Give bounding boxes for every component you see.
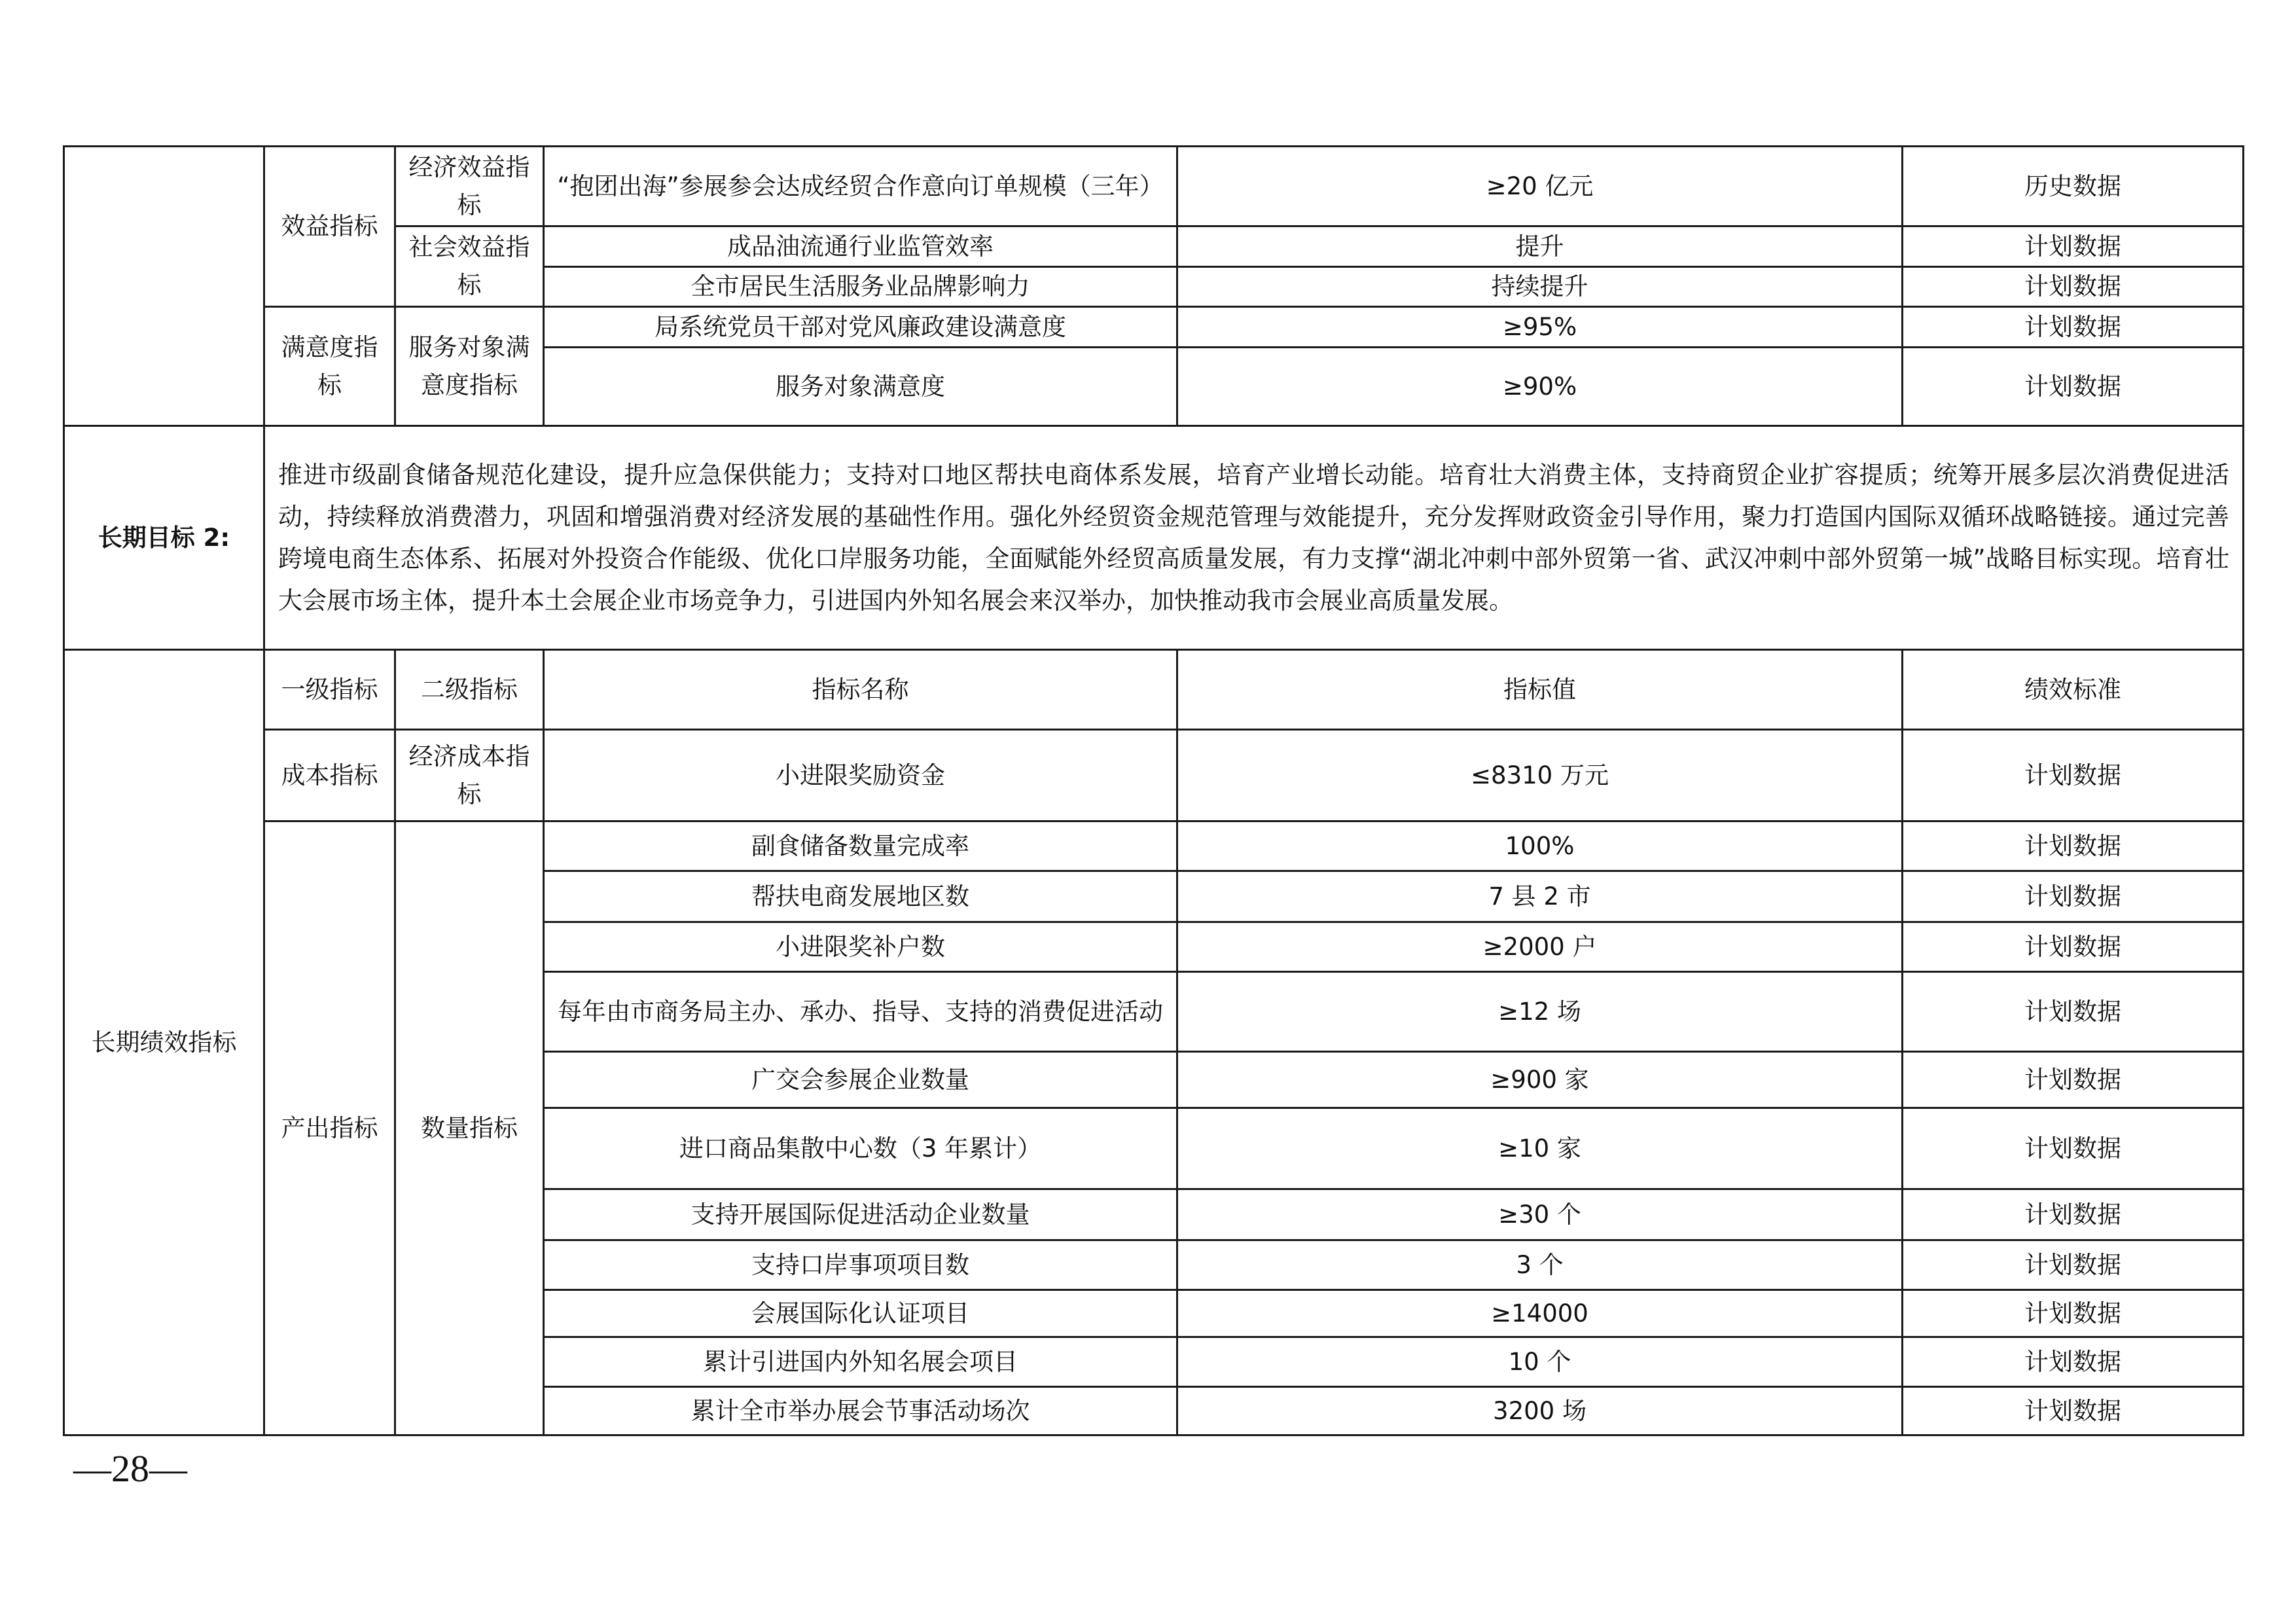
indicator-standard: 计划数据 (1903, 1189, 2244, 1240)
table-row (64, 821, 2244, 871)
indicator-standard: 计划数据 (1903, 307, 2244, 348)
indicator-value: 提升 (1177, 226, 1903, 267)
indicator-standard: 计划数据 (1903, 1240, 2244, 1290)
header-standard: 绩效标准 (1903, 650, 2244, 730)
indicator-value: ≥2000 户 (1177, 922, 1903, 972)
level2-indicator: 经济成本指标 (395, 730, 544, 821)
indicator-value: 3200 场 (1177, 1387, 1903, 1435)
section-label-cell (64, 147, 264, 426)
indicator-standard: 计划数据 (1903, 871, 2244, 922)
level1-indicator: 满意度指标 (264, 307, 395, 426)
indicator-name: 副食储备数量完成率 (544, 821, 1177, 871)
indicator-name: 帮扶电商发展地区数 (544, 871, 1177, 922)
indicator-standard: 计划数据 (1903, 267, 2244, 307)
indicator-name: 全市居民生活服务业品牌影响力 (544, 267, 1177, 307)
table-row (64, 730, 2244, 821)
long-term-indicators-label: 长期绩效指标 (64, 650, 264, 1435)
page-number: —28— (73, 1447, 187, 1490)
indicator-name: 累计全市举办展会节事活动场次 (544, 1387, 1177, 1435)
indicator-value: ≥30 个 (1177, 1189, 1903, 1240)
indicator-standard: 计划数据 (1903, 1108, 2244, 1189)
performance-indicator-table (63, 145, 2244, 1436)
indicator-standard: 计划数据 (1903, 1290, 2244, 1337)
table-row (64, 147, 2244, 226)
level1-indicator: 产出指标 (264, 821, 395, 1435)
indicator-name: 支持口岸事项项目数 (544, 1240, 1177, 1290)
indicator-standard: 计划数据 (1903, 922, 2244, 972)
indicator-standard: 计划数据 (1903, 972, 2244, 1052)
indicator-name: 进口商品集散中心数（3 年累计） (544, 1108, 1177, 1189)
long-term-goal-row (64, 426, 2244, 650)
indicator-name: 每年由市商务局主办、承办、指导、支持的消费促进活动 (544, 972, 1177, 1052)
level2-indicator: 服务对象满意度指标 (395, 307, 544, 426)
level2-indicator: 经济效益指标 (395, 147, 544, 226)
indicator-standard: 计划数据 (1903, 226, 2244, 267)
long-term-goal-label: 长期目标 2: (64, 426, 264, 650)
level1-indicator: 成本指标 (264, 730, 395, 821)
indicator-name: 局系统党员干部对党风廉政建设满意度 (544, 307, 1177, 348)
indicator-standard: 计划数据 (1903, 348, 2244, 426)
table-header-row (64, 650, 2244, 730)
table-row (64, 307, 2244, 348)
indicator-value: 7 县 2 市 (1177, 871, 1903, 922)
header-name: 指标名称 (544, 650, 1177, 730)
indicator-name: 广交会参展企业数量 (544, 1052, 1177, 1108)
indicator-standard: 历史数据 (1903, 147, 2244, 226)
long-term-goal-text: 推进市级副食储备规范化建设，提升应急保供能力；支持对口地区帮扶电商体系发展，培育产业增长动能。培育壮大消费主体，支持商贸企业扩容提质；统筹开展多层次消费促进活动，持续释放消费潜力，巩固和增强消费对经济发展的基础性作用。强化外经贸资金规范管理与效能提升，充分发挥财政资金引导作用，聚力打造国内国际双循环战略链接。通过完善跨境电商生态体系、拓展对外投资合作能级、优化口岸服务功能，全面赋能外经贸高质量发展，有力支撑“湖北冲刺中部外贸第一省、武汉冲刺中部外贸第一城”战略目标实现。培育壮大会展市场主体，提升本土会展企业市场竞争力，引进国内外知名展会来汉举办，加快推动我市会展业高质量发展。 (264, 426, 2244, 650)
indicator-value: ≥95% (1177, 307, 1903, 348)
indicator-name: 累计引进国内外知名展会项目 (544, 1337, 1177, 1387)
indicator-name: 支持开展国际促进活动企业数量 (544, 1189, 1177, 1240)
indicator-standard: 计划数据 (1903, 730, 2244, 821)
header-level2: 二级指标 (395, 650, 544, 730)
indicator-name: 小进限奖补户数 (544, 922, 1177, 972)
indicator-value: ≥12 场 (1177, 972, 1903, 1052)
indicator-name: 服务对象满意度 (544, 348, 1177, 426)
level1-indicator: 效益指标 (264, 147, 395, 307)
indicator-value: 持续提升 (1177, 267, 1903, 307)
indicator-name: 小进限奖励资金 (544, 730, 1177, 821)
indicator-value: ≥14000 (1177, 1290, 1903, 1337)
indicator-name: 成品油流通行业监管效率 (544, 226, 1177, 267)
indicator-value: ≤8310 万元 (1177, 730, 1903, 821)
indicator-standard: 计划数据 (1903, 1052, 2244, 1108)
header-level1: 一级指标 (264, 650, 395, 730)
level2-indicator: 社会效益指标 (395, 226, 544, 307)
indicator-standard: 计划数据 (1903, 821, 2244, 871)
indicator-name: 会展国际化认证项目 (544, 1290, 1177, 1337)
indicator-value: ≥10 家 (1177, 1108, 1903, 1189)
indicator-value: 10 个 (1177, 1337, 1903, 1387)
level2-indicator: 数量指标 (395, 821, 544, 1435)
indicator-name: “抱团出海”参展参会达成经贸合作意向订单规模（三年） (544, 147, 1177, 226)
indicator-standard: 计划数据 (1903, 1387, 2244, 1435)
indicator-value: 3 个 (1177, 1240, 1903, 1290)
indicator-standard: 计划数据 (1903, 1337, 2244, 1387)
indicator-value: ≥90% (1177, 348, 1903, 426)
indicator-value: ≥20 亿元 (1177, 147, 1903, 226)
indicator-value: 100% (1177, 821, 1903, 871)
indicator-value: ≥900 家 (1177, 1052, 1903, 1108)
header-value: 指标值 (1177, 650, 1903, 730)
